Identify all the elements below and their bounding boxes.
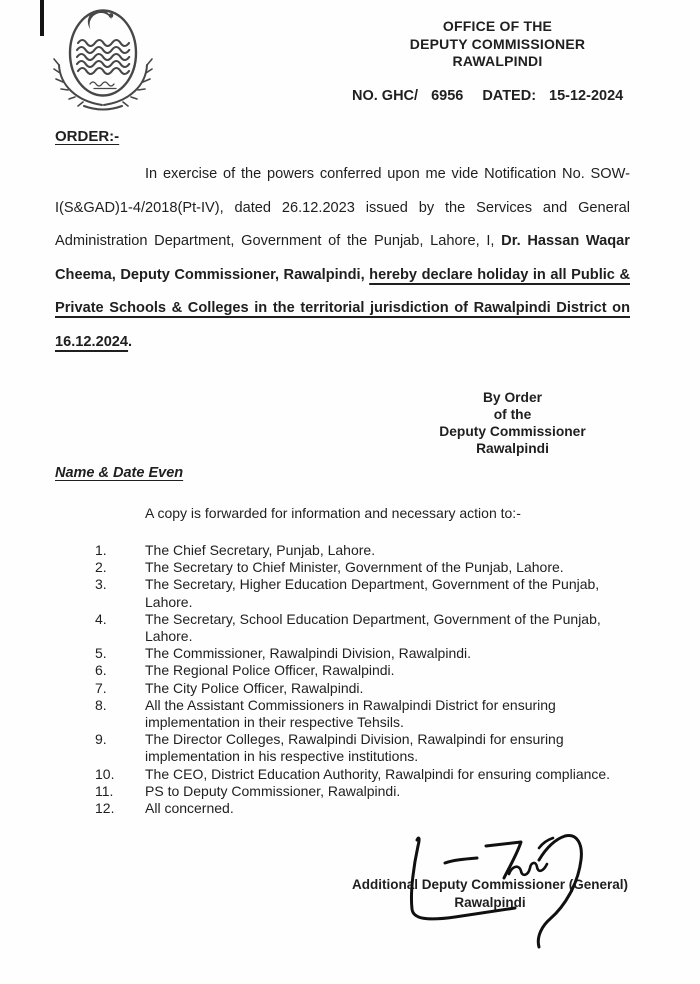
- by-order-line-1: By Order: [482, 390, 543, 405]
- reference-line: [352, 88, 623, 104]
- date-label: DATED:: [482, 88, 537, 104]
- office-line-2: DEPUTY COMMISSIONER: [409, 35, 586, 52]
- by-order-line-2: of the: [493, 407, 532, 422]
- list-item: [95, 542, 630, 559]
- order-body-end: .: [128, 333, 133, 350]
- by-order-line-3: Deputy Commissioner: [439, 424, 586, 439]
- list-item-text: The CEO, District Education Authority, Rawalpindi for ensuring compliance.: [145, 765, 611, 782]
- list-item: [95, 766, 630, 783]
- ref-number: 6956: [431, 88, 464, 104]
- distribution-heading: Name & Date Even: [55, 465, 184, 481]
- office-header: [380, 18, 615, 71]
- list-item-text: The Secretary, Higher Education Department, Government of the Punjab, Lahore.: [145, 576, 600, 610]
- signatory-title-line-2: Rawalpindi: [454, 895, 526, 910]
- list-item-number: 11.: [95, 782, 114, 799]
- list-item: [95, 645, 630, 662]
- list-item-text: The Secretary, School Education Department, Government of the Punjab, Lahore.: [145, 610, 601, 645]
- list-item-number: 5.: [95, 645, 107, 662]
- office-line-3: RAWALPINDI: [452, 53, 543, 69]
- list-item: [95, 559, 630, 576]
- order-body-paragraph: [55, 158, 630, 360]
- list-item: [95, 783, 630, 800]
- date-value: 15-12-2024: [549, 88, 624, 104]
- list-item-number: 3.: [95, 576, 107, 593]
- list-item: [95, 576, 630, 610]
- order-body-underlined: hereby declare holiday in all Public & Private Schools & Colleges in the territorial jurisdiction of Rawalpindi District on 16.12.2024: [55, 266, 630, 350]
- list-item-number: 6.: [95, 662, 107, 679]
- list-item-text: The City Police Officer, Rawalpindi.: [145, 679, 364, 696]
- order-body-normal: In exercise of the powers conferred upon me vide Notification No. SOW-I(S&GAD)1-4/2018(Pt-IV), dated 26.12.2023 issued by the Services and General Administration Department, Government of the Punjab, Lahore, I,: [55, 166, 630, 250]
- ref-label: NO. GHC/: [352, 88, 419, 104]
- signatory-title-block: [330, 876, 650, 912]
- list-item: [95, 680, 630, 697]
- list-item: [95, 697, 630, 731]
- by-order-line-4: Rawalpindi: [476, 441, 549, 456]
- scan-artifact-mark: [40, 0, 44, 36]
- punjab-emblem-logo: [48, 5, 164, 111]
- list-item-text: All the Assistant Commissioners in Rawalpindi District for ensuring implementation in their respective Tehsils.: [145, 696, 556, 731]
- order-body-bold: Dr. Hassan Waqar Cheema, Deputy Commissioner, Rawalpindi,: [55, 233, 630, 283]
- list-item: [95, 800, 630, 817]
- list-item-number: 2.: [95, 559, 107, 576]
- list-item-number: 1.: [95, 542, 107, 558]
- list-item: [95, 731, 630, 765]
- by-order-block: [420, 389, 605, 457]
- list-item-number: 10.: [95, 765, 115, 782]
- list-item-text: The Regional Police Officer, Rawalpindi.: [145, 662, 395, 679]
- list-item-text: The Chief Secretary, Punjab, Lahore.: [145, 542, 376, 558]
- list-item-number: 7.: [95, 679, 107, 696]
- list-item: [95, 611, 630, 645]
- list-item-text: The Director Colleges, Rawalpindi Division, Rawalpindi for ensuring implementation in his respective institutions.: [145, 731, 564, 765]
- distribution-intro: A copy is forwarded for information and necessary action to:-: [145, 505, 521, 521]
- list-item-number: 8.: [95, 696, 107, 713]
- office-line-1: OFFICE OF THE: [442, 18, 553, 34]
- list-item: [95, 662, 630, 679]
- punjab-emblem-icon: [48, 5, 164, 111]
- distribution-list: [95, 542, 630, 817]
- list-item-text: All concerned.: [145, 800, 234, 817]
- list-item-text: The Commissioner, Rawalpindi Division, Rawalpindi.: [145, 645, 472, 662]
- list-item-number: 12.: [95, 800, 115, 817]
- list-item-number: 4.: [95, 610, 107, 627]
- list-item-text: The Secretary to Chief Minister, Government of the Punjab, Lahore.: [145, 559, 564, 576]
- signatory-title-line-1: Additional Deputy Commissioner (General): [351, 877, 629, 892]
- order-heading: ORDER:-: [55, 128, 120, 145]
- list-item-number: 9.: [95, 731, 107, 748]
- list-item-text: PS to Deputy Commissioner, Rawalpindi.: [145, 782, 401, 799]
